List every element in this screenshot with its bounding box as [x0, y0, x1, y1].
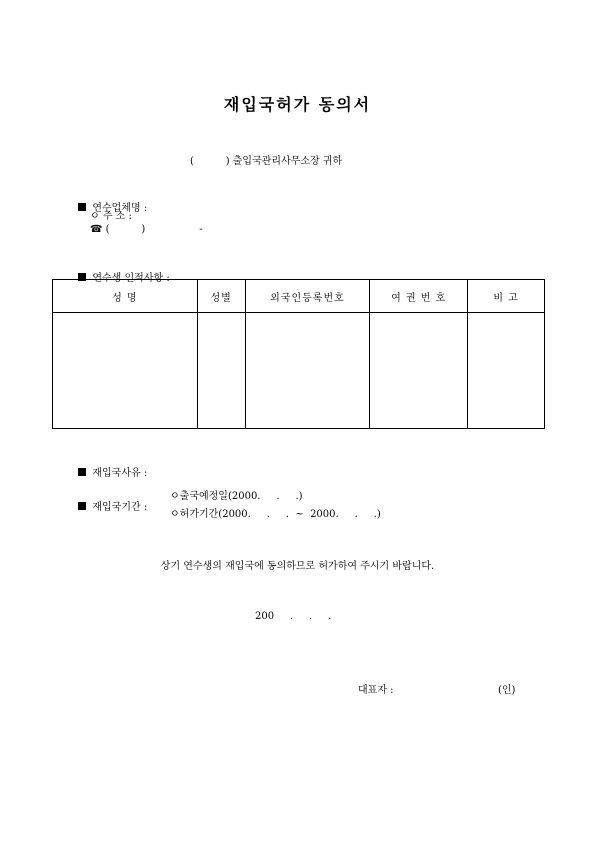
company-label: 연수업체명 :	[92, 203, 148, 214]
date-line: 200 . . .	[255, 611, 332, 622]
seal-mark: (인)	[498, 685, 516, 696]
representative-label: 대표자 :	[358, 685, 394, 696]
column-header-name: 성 명	[53, 280, 198, 313]
company-address-label: ㅇ 주 소 :	[90, 211, 132, 222]
document-title: 재입국허가 동의서	[223, 95, 372, 114]
column-header-passport-number: 여 권 번 호	[370, 280, 468, 313]
departure-date-line: ㅇ출국예정일(2000. . .)	[170, 491, 303, 502]
square-bullet-icon	[78, 468, 86, 476]
consent-statement: 상기 연수생의 재입국에 동의하므로 허가하여 주시기 바랍니다.	[160, 561, 435, 572]
square-bullet-icon	[78, 203, 86, 211]
square-bullet-icon	[78, 502, 86, 510]
column-header-remarks: 비 고	[468, 280, 545, 313]
permit-period-line: ㅇ허가기간(2000. . . ~ 2000. . .)	[170, 509, 381, 520]
table-row	[53, 313, 545, 429]
trainees-label: 연수생 인적사항 :	[92, 273, 170, 284]
gender-cell[interactable]	[197, 313, 245, 429]
reason-label: 재입국사유 :	[92, 468, 148, 479]
reason-section	[72, 453, 147, 479]
period-section	[72, 487, 147, 513]
company-phone-label: ☎ ( ) -	[90, 224, 203, 235]
name-cell[interactable]	[53, 313, 198, 429]
period-label: 재입국기간 :	[92, 502, 148, 513]
passport-number-cell[interactable]	[370, 313, 468, 429]
remarks-cell[interactable]	[468, 313, 545, 429]
column-header-registration-number: 외국인등록번호	[245, 280, 370, 313]
table-header-row	[53, 280, 545, 313]
column-header-gender: 성별	[197, 280, 245, 313]
addressee-line: ( ) 출입국관리사무소장 귀하	[190, 156, 343, 167]
trainee-table	[52, 279, 545, 429]
registration-number-cell[interactable]	[245, 313, 370, 429]
